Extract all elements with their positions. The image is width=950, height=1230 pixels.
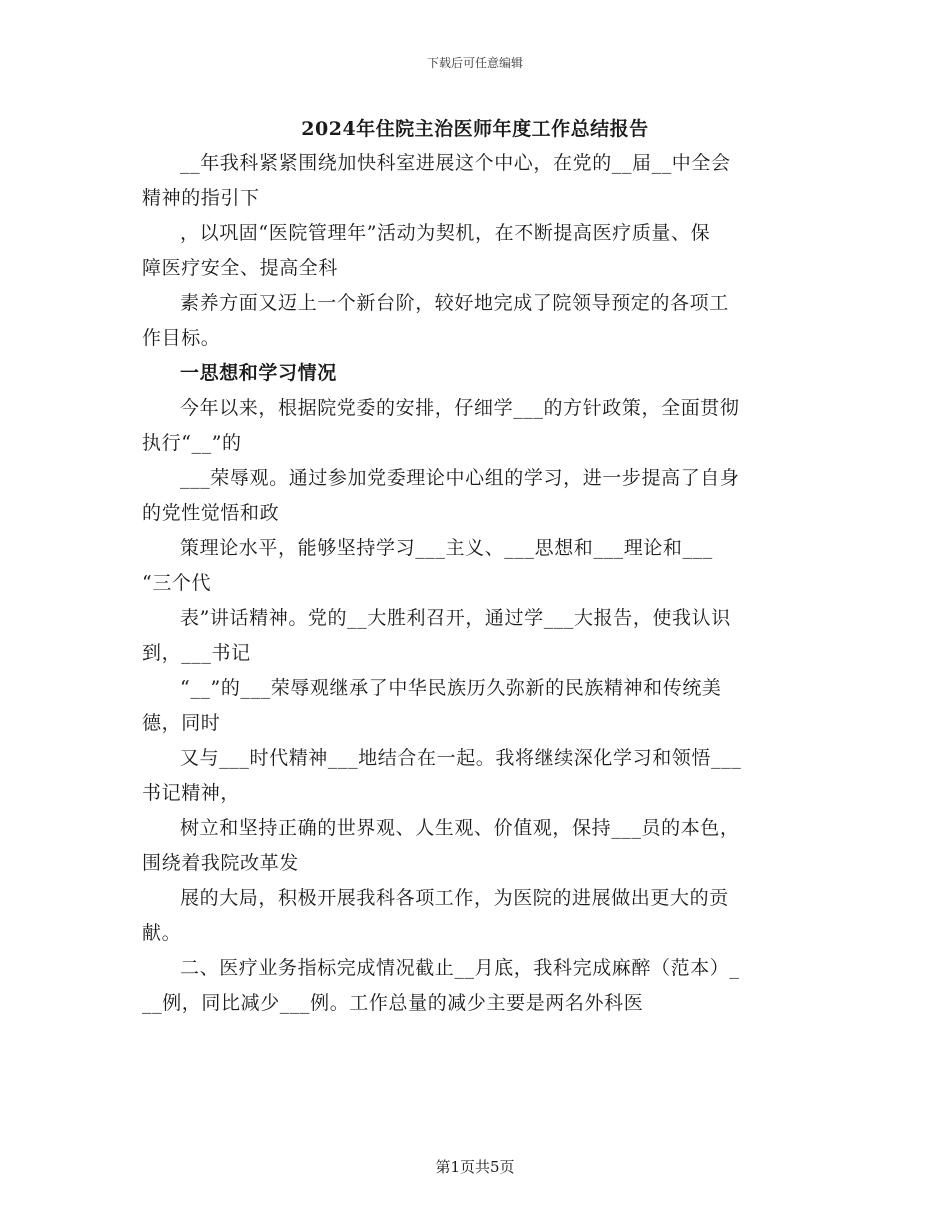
paragraph-line: 精神的指引下	[142, 187, 260, 209]
section-heading: 一思想和学习情况	[180, 362, 337, 384]
header-note: 下载后可任意编辑	[426, 56, 523, 70]
document-body	[142, 146, 812, 1021]
paragraph-line: “三个代	[142, 572, 212, 594]
paragraph-line: 执行“__”的	[142, 432, 242, 454]
paragraph-line: 今年以来，根据院党委的安排，仔细学___的方针政策，全面贯彻	[180, 397, 740, 419]
paragraph-line: 到，___书记	[142, 642, 251, 664]
paragraph-line: __年我科紧紧围绕加快科室进展这个中心，在党的__届__中全会	[180, 152, 731, 174]
paragraph-line: 书记精神，	[142, 782, 241, 804]
paragraph-line: 的党性觉悟和政	[142, 502, 280, 524]
paragraph-line: 树立和坚持正确的世界观、人生观、价值观，保持___员的本色，	[180, 817, 740, 839]
paragraph-line: 又与___时代精神___地结合在一起。我将继续深化学习和领悟___	[180, 747, 742, 769]
paragraph-line: 二、医疗业务指标完成情况截止__月底，我科完成麻醉（范本）_	[180, 957, 740, 979]
paragraph-line: 德，同时	[142, 712, 221, 734]
paragraph-line: __例，同比减少___例。工作总量的减少主要是两名外科医	[142, 992, 644, 1014]
paragraph-line: “__”的___荣辱观继承了中华民族历久弥新的民族精神和传统美	[180, 677, 722, 699]
paragraph-line: 作目标。	[142, 327, 221, 349]
page-footer: 第1页共5页	[435, 1158, 515, 1176]
paragraph-line: ，以巩固“医院管理年”活动为契机，在不断提高医疗质量、保	[180, 222, 711, 244]
paragraph-line: 展的大局，积极开展我科各项工作，为医院的进展做出更大的贡	[180, 887, 729, 909]
paragraph-line: 表”讲话精神。党的__大胜利召开，通过学___大报告，使我认识	[180, 607, 731, 629]
paragraph-line: 障医疗安全、提高全科	[142, 257, 339, 279]
paragraph-line: ___荣辱观。通过参加党委理论中心组的学习，进一步提高了自身	[180, 467, 740, 489]
paragraph-line: 围绕着我院改革发	[142, 852, 299, 874]
document-title: 2024年住院主治医师年度工作总结报告	[301, 118, 649, 140]
paragraph-line: 素养方面又迈上一个新台阶，较好地完成了院领导预定的各项工	[180, 292, 729, 314]
paragraph-line: 策理论水平，能够坚持学习___主义、___思想和___理论和___	[180, 537, 713, 559]
paragraph-line: 献。	[142, 922, 182, 944]
